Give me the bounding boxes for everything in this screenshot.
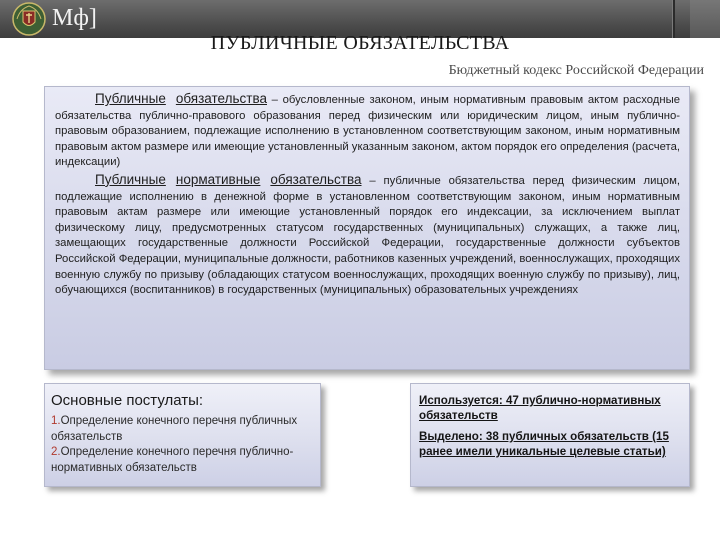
postulates-heading: Основные постулаты: (51, 392, 204, 409)
postulate-number: 2. (51, 446, 61, 458)
postulates-box (44, 383, 321, 487)
postulate-number: 1. (51, 415, 61, 427)
postulate-text: Определение конечного перечня публично-нормативных обязательств (51, 446, 294, 474)
postulate-text: Определение конечного перечня публичных обязательств (51, 415, 298, 443)
stats-box (410, 383, 690, 487)
definitions-box (44, 86, 690, 370)
stat-allocated: Выделено: 38 публичных обязательств (15 ранее имели уникальные целевые статьи) (419, 430, 669, 458)
term-word: нормативные (175, 171, 261, 187)
term-word: Публичные (95, 171, 166, 187)
page-title: ПУБЛИЧНЫЕ ОБЯЗАТЕЛЬСТВА (210, 32, 510, 54)
definition-text: – публичные обязательства перед физическим лицом, подлежащие исполнению в денежной форме в установленном соответствующим законом, иным нормативным правовым актам размере или имеющие установленный порядок его индексации, за исключением выплат физическому лицу, предусмотренных статусом государственных (муниципальных) служащих, а также лиц, замещающих государственные должности Российской Федерации, государственные должности субъектов Российской Федерации, муниципальные должности, работников казенных учреждений, военнослужащих, проходящих военную службу по призыву (обладающих статусом военнослужащих, проходящих военную службу по призыву), лиц, обучающихся (воспитанников) в государственных (муниципальных) образовательных учреждениях (55, 174, 680, 297)
term-word: обязательства (175, 91, 267, 106)
definition-text: – обусловленные законом, иным нормативным правовым актом расходные обязательства публично-правового образования перед физическим или юридическим лицом, иным публично-правовым образованием, подлежащие исполнению в установленном соответствующим законом, иным нормативным правовым актом размере или имеющие установленный указанным законом, актом порядок его определения (расчета, индексации) (55, 94, 680, 169)
subtitle: Бюджетный кодекс Российской Федерации (448, 63, 704, 78)
definition-public-obligations (55, 91, 680, 171)
postulate-item (51, 445, 314, 476)
definition-public-normative-obligations (55, 172, 680, 299)
term-word: Публичные (95, 91, 166, 106)
postulate-item (51, 414, 314, 445)
term-word: обязательства (270, 171, 362, 187)
stat-used: Используется: 47 публично-нормативных обязательств (419, 394, 661, 422)
logo-text: Мф] (52, 5, 97, 31)
